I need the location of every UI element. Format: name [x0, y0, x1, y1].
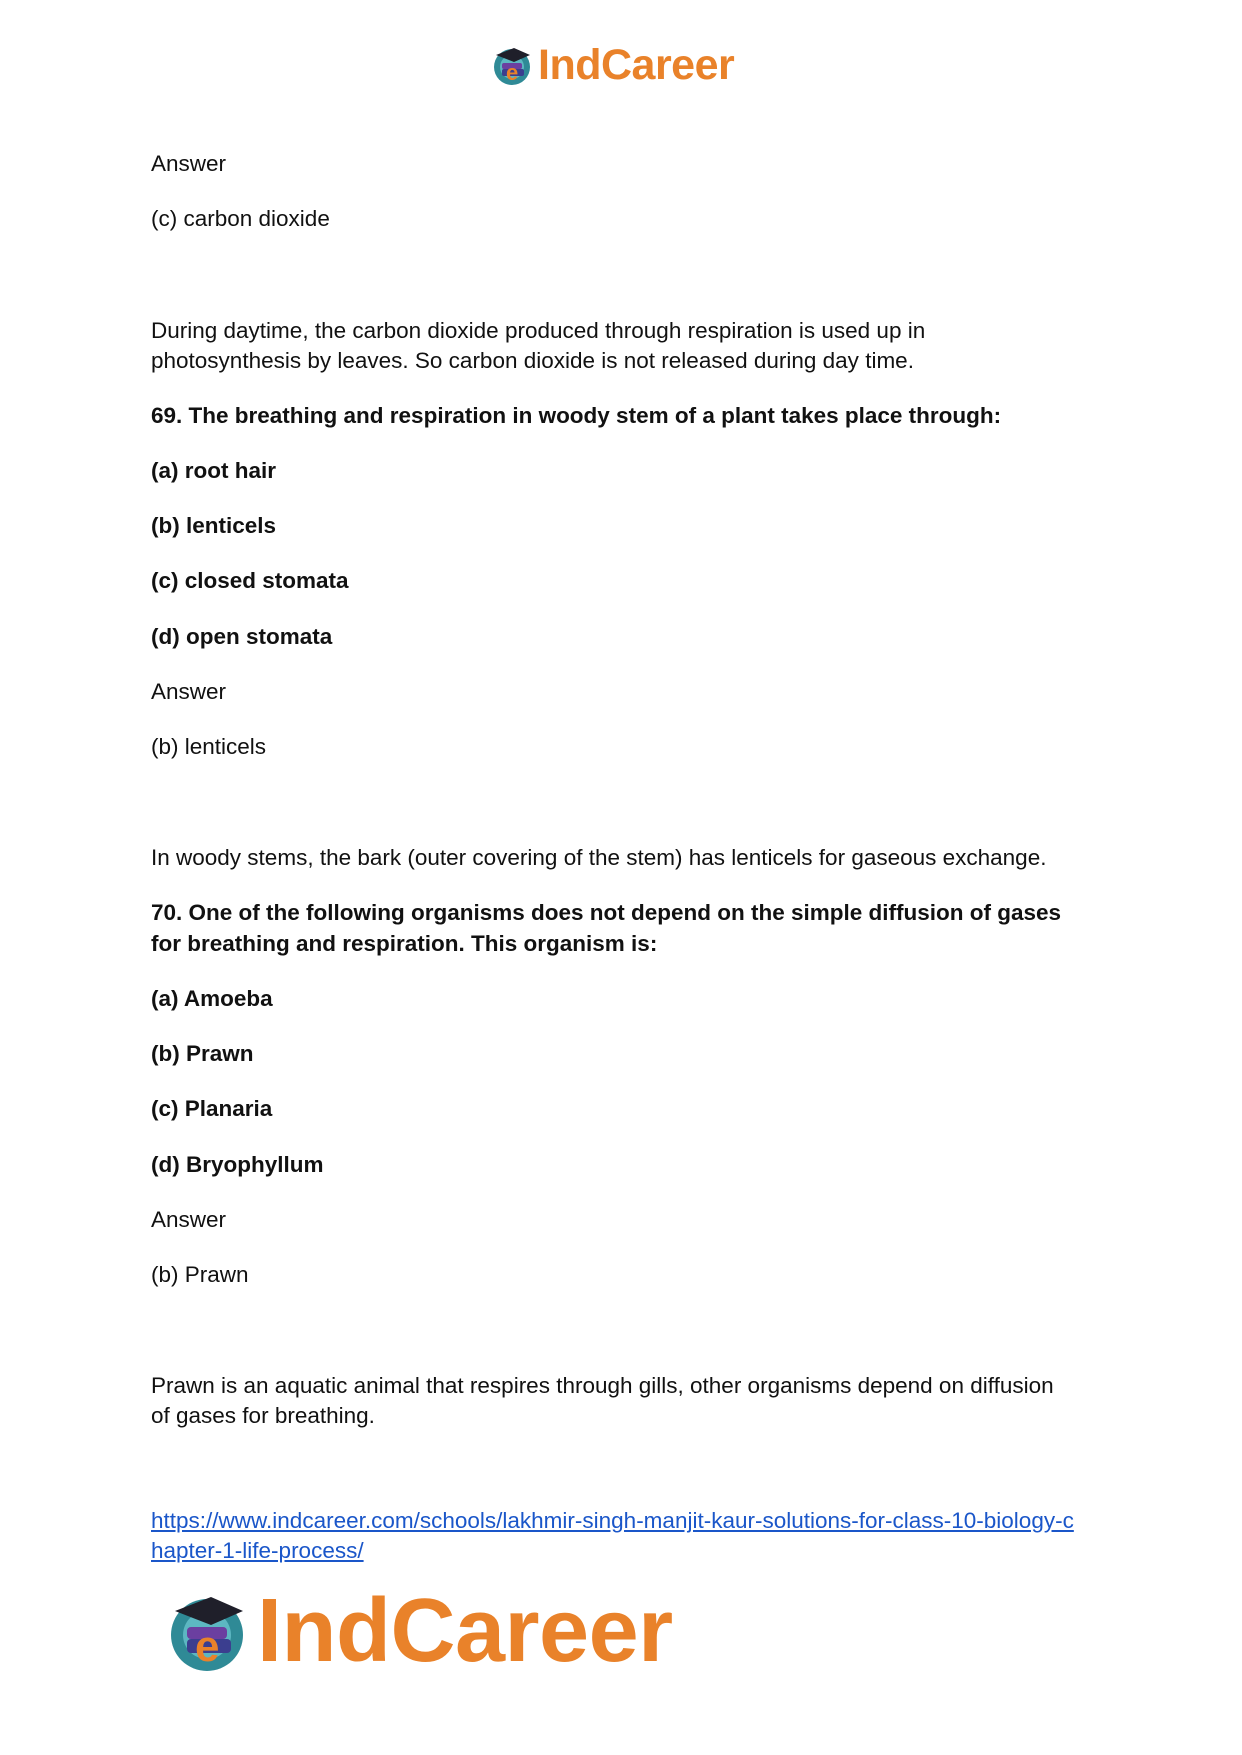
- svg-text:e: e: [195, 1622, 220, 1671]
- explanation-line: In woody stems, the bark (outer covering of the stem) has lenticels for gaseous exchange.: [151, 845, 1047, 870]
- option-a: (a) root hair: [151, 458, 277, 483]
- answer-label: Answer: [151, 1207, 227, 1232]
- answer-label: Answer: [151, 679, 227, 704]
- svg-text:e: e: [506, 60, 519, 85]
- option-a: (a) Amoeba: [151, 986, 273, 1011]
- option-c: (c) Planaria: [151, 1096, 273, 1121]
- option-d: (d) open stomata: [151, 624, 333, 649]
- answer-value: (b) lenticels: [151, 734, 267, 759]
- source-link-line-2[interactable]: hapter-1-life-process/: [151, 1538, 364, 1563]
- option-b: (b) Prawn: [151, 1041, 254, 1066]
- option-d: (d) Bryophyllum: [151, 1152, 324, 1177]
- explanation-line: photosynthesis by leaves. So carbon dioxide is not released during day time.: [151, 348, 914, 373]
- explanation-line: During daytime, the carbon dioxide produced through respiration is used up in: [151, 318, 926, 343]
- question-70-continued: for breathing and respiration. This organism is:: [151, 931, 658, 956]
- answer-label: Answer: [151, 151, 227, 176]
- question-69: 69. The breathing and respiration in woody stem of a plant takes place through:: [151, 403, 1002, 428]
- explanation-line: of gases for breathing.: [151, 1403, 375, 1428]
- explanation-line: Prawn is an aquatic animal that respires through gills, other organisms depend on diffusion: [151, 1373, 1054, 1398]
- brand-wordmark: IndCareer: [257, 1580, 673, 1681]
- graduation-cap-book-icon: [490, 43, 534, 87]
- question-70: 70. One of the following organisms does not depend on the simple diffusion of gases: [151, 900, 1062, 925]
- header-logo: [490, 42, 734, 88]
- answer-value: (b) Prawn: [151, 1262, 249, 1287]
- brand-wordmark: IndCareer: [538, 40, 735, 89]
- source-link-line-1[interactable]: https://www.indcareer.com/schools/lakhmir-singh-manjit-kaur-solutions-for-class-10-biology-c: [151, 1508, 1074, 1533]
- footer-logo: [163, 1580, 673, 1681]
- option-c: (c) closed stomata: [151, 568, 349, 593]
- option-b: (b) lenticels: [151, 513, 277, 538]
- answer-value: (c) carbon dioxide: [151, 206, 330, 231]
- graduation-cap-book-icon: [163, 1587, 251, 1675]
